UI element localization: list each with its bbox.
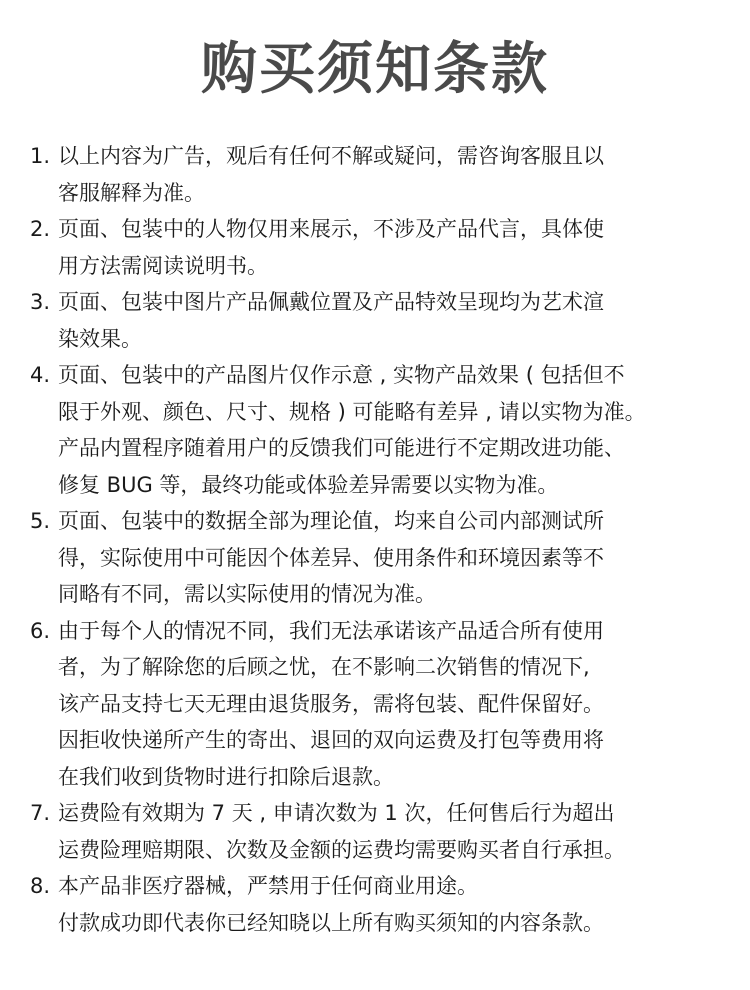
- term-item-3: [30, 284, 730, 357]
- term-line: 页面、包装中的人物仅用来展示，不涉及产品代言，具体使: [58, 217, 604, 241]
- term-line: 运费险理赔期限、次数及金额的运费均需要购买者自行承担。: [58, 837, 625, 862]
- term-line: 者，为了解除您的后顾之忧，在不影响二次销售的情况下,: [58, 655, 590, 679]
- term-line: 在我们收到货物时进行扣除后退款。: [58, 764, 394, 789]
- terms-list: [30, 138, 730, 941]
- term-line: 客服解释为准。: [58, 180, 205, 205]
- term-line: 由于每个人的情况不同，我们无法承诺该产品适合所有使用: [58, 618, 604, 643]
- term-number: 5.: [30, 509, 51, 533]
- page-title: 购买须知条款: [201, 37, 549, 102]
- term-line: 修复 BUG 等，最终功能或体验差异需要以实物为准。: [58, 472, 559, 497]
- term-number: 1.: [30, 144, 51, 168]
- term-number: 2.: [30, 217, 51, 241]
- term-item-7: [30, 795, 730, 868]
- term-text: [58, 503, 730, 613]
- term-text: [58, 795, 730, 868]
- term-item-4: [30, 357, 730, 503]
- term-text: [58, 613, 730, 796]
- term-number: 7.: [30, 801, 51, 825]
- term-line: 限于外观、颜色、尺寸、规格 ) 可能略有差异 , 请以实物为准。: [58, 399, 646, 424]
- term-number: 4.: [30, 363, 51, 387]
- term-item-1: [30, 138, 730, 211]
- term-line: 因拒收快递所产生的寄出、退回的双向运费及打包等费用将: [58, 728, 604, 752]
- term-text: [58, 138, 730, 211]
- term-line: 该产品支持七天无理由退货服务，需将包装、配件保留好。: [58, 691, 604, 716]
- term-text: [58, 284, 730, 357]
- term-line: 产品内置程序随着用户的反馈我们可能进行不定期改进功能、: [58, 436, 625, 460]
- term-item-8: [30, 868, 730, 941]
- term-line: 本产品非医疗器械，严禁用于任何商业用途。: [58, 874, 478, 898]
- term-number: 6.: [30, 618, 51, 643]
- term-line: 页面、包装中的产品图片仅作示意 , 实物产品效果 ( 包括但不: [58, 363, 625, 387]
- term-item-6: [30, 613, 730, 796]
- term-line: 得，实际使用中可能因个体差异、使用条件和环境因素等不: [58, 545, 604, 570]
- term-text: [58, 211, 730, 284]
- term-item-2: [30, 211, 730, 284]
- term-line: 以上内容为广告，观后有任何不解或疑问，需咨询客服且以: [58, 144, 604, 168]
- term-line: 页面、包装中的数据全部为理论值，均来自公司内部测试所: [58, 509, 604, 533]
- term-text: [58, 868, 730, 941]
- term-line: 页面、包装中图片产品佩戴位置及产品特效呈现均为艺术渲: [58, 290, 604, 314]
- term-text: [58, 357, 730, 503]
- term-item-5: [30, 503, 730, 613]
- term-line: 同略有不同，需以实际使用的情况为准。: [58, 582, 436, 606]
- term-number: 8.: [30, 874, 51, 898]
- term-line: 运费险有效期为 7 天 , 申请次数为 1 次，任何售后行为超出: [58, 801, 615, 825]
- term-line: 付款成功即代表你已经知晓以上所有购买须知的内容条款。: [58, 910, 604, 935]
- term-line: 染效果。: [58, 326, 142, 351]
- term-number: 3.: [30, 290, 51, 314]
- term-line: 用方法需阅读说明书。: [58, 253, 268, 278]
